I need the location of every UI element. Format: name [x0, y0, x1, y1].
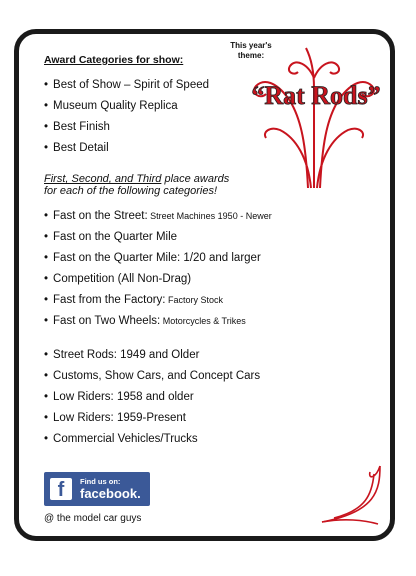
- category-sub: Motorcycles & Trikes: [160, 316, 246, 326]
- list-item: • Best Finish: [44, 117, 209, 138]
- list-item: [44, 248, 272, 269]
- place-awards-intro: [44, 173, 229, 197]
- place-awards-underlined: First, Second, and Third: [44, 173, 162, 185]
- list-item: • Best of Show – Spirit of Speed: [44, 75, 209, 96]
- theme-label-line2: theme:: [237, 51, 265, 60]
- category-name: Fast on the Quarter Mile: [53, 231, 178, 243]
- category-name: Fast on Two Wheels:: [53, 315, 161, 327]
- list-item: • Commercial Vehicles/Trucks: [44, 429, 260, 450]
- facebook-icon: f: [50, 478, 72, 500]
- facebook-name: facebook.: [80, 486, 141, 501]
- place-awards-line2: for each of the following categories!: [44, 185, 218, 197]
- theme-label: [226, 41, 276, 61]
- category-name: Competition (All Non-Drag): [53, 273, 192, 285]
- awards-list: [44, 75, 209, 159]
- list-item: • Low Riders: 1958 and older: [44, 387, 260, 408]
- awards-heading: Award Categories for show:: [44, 54, 184, 66]
- theme-label-line1: This year's: [230, 41, 272, 50]
- list-item: [44, 206, 272, 227]
- list-item: [44, 227, 272, 248]
- list-item: • Customs, Show Cars, and Concept Cars: [44, 366, 260, 387]
- facebook-button[interactable]: [44, 472, 150, 506]
- category-sub: Factory Stock: [165, 295, 224, 305]
- list-item: • Museum Quality Replica: [44, 96, 209, 117]
- list-item: [44, 269, 272, 290]
- list-item: • Best Detail: [44, 138, 209, 159]
- category-name: Fast on the Quarter Mile: 1/20 and larger: [53, 252, 261, 264]
- pinstripe-corner-ornament: [314, 460, 384, 530]
- facebook-find-text: Find us on:: [80, 477, 121, 486]
- list-item: • Street Rods: 1949 and Older: [44, 345, 260, 366]
- categories-list-2: [44, 345, 260, 450]
- list-item: [44, 311, 272, 332]
- category-sub: Street Machines 1950 - Newer: [147, 211, 272, 221]
- category-name: Fast from the Factory:: [53, 294, 166, 306]
- list-item: [44, 290, 272, 311]
- category-name: Fast on the Street:: [53, 210, 148, 222]
- categories-list-1: [44, 206, 272, 332]
- facebook-handle: @ the model car guys: [44, 513, 142, 524]
- theme-title: “Rat Rods”: [251, 81, 381, 110]
- list-item: • Low Riders: 1959-Present: [44, 408, 260, 429]
- place-awards-line1: place awards: [161, 173, 230, 185]
- rat-rods-logo: [236, 38, 396, 198]
